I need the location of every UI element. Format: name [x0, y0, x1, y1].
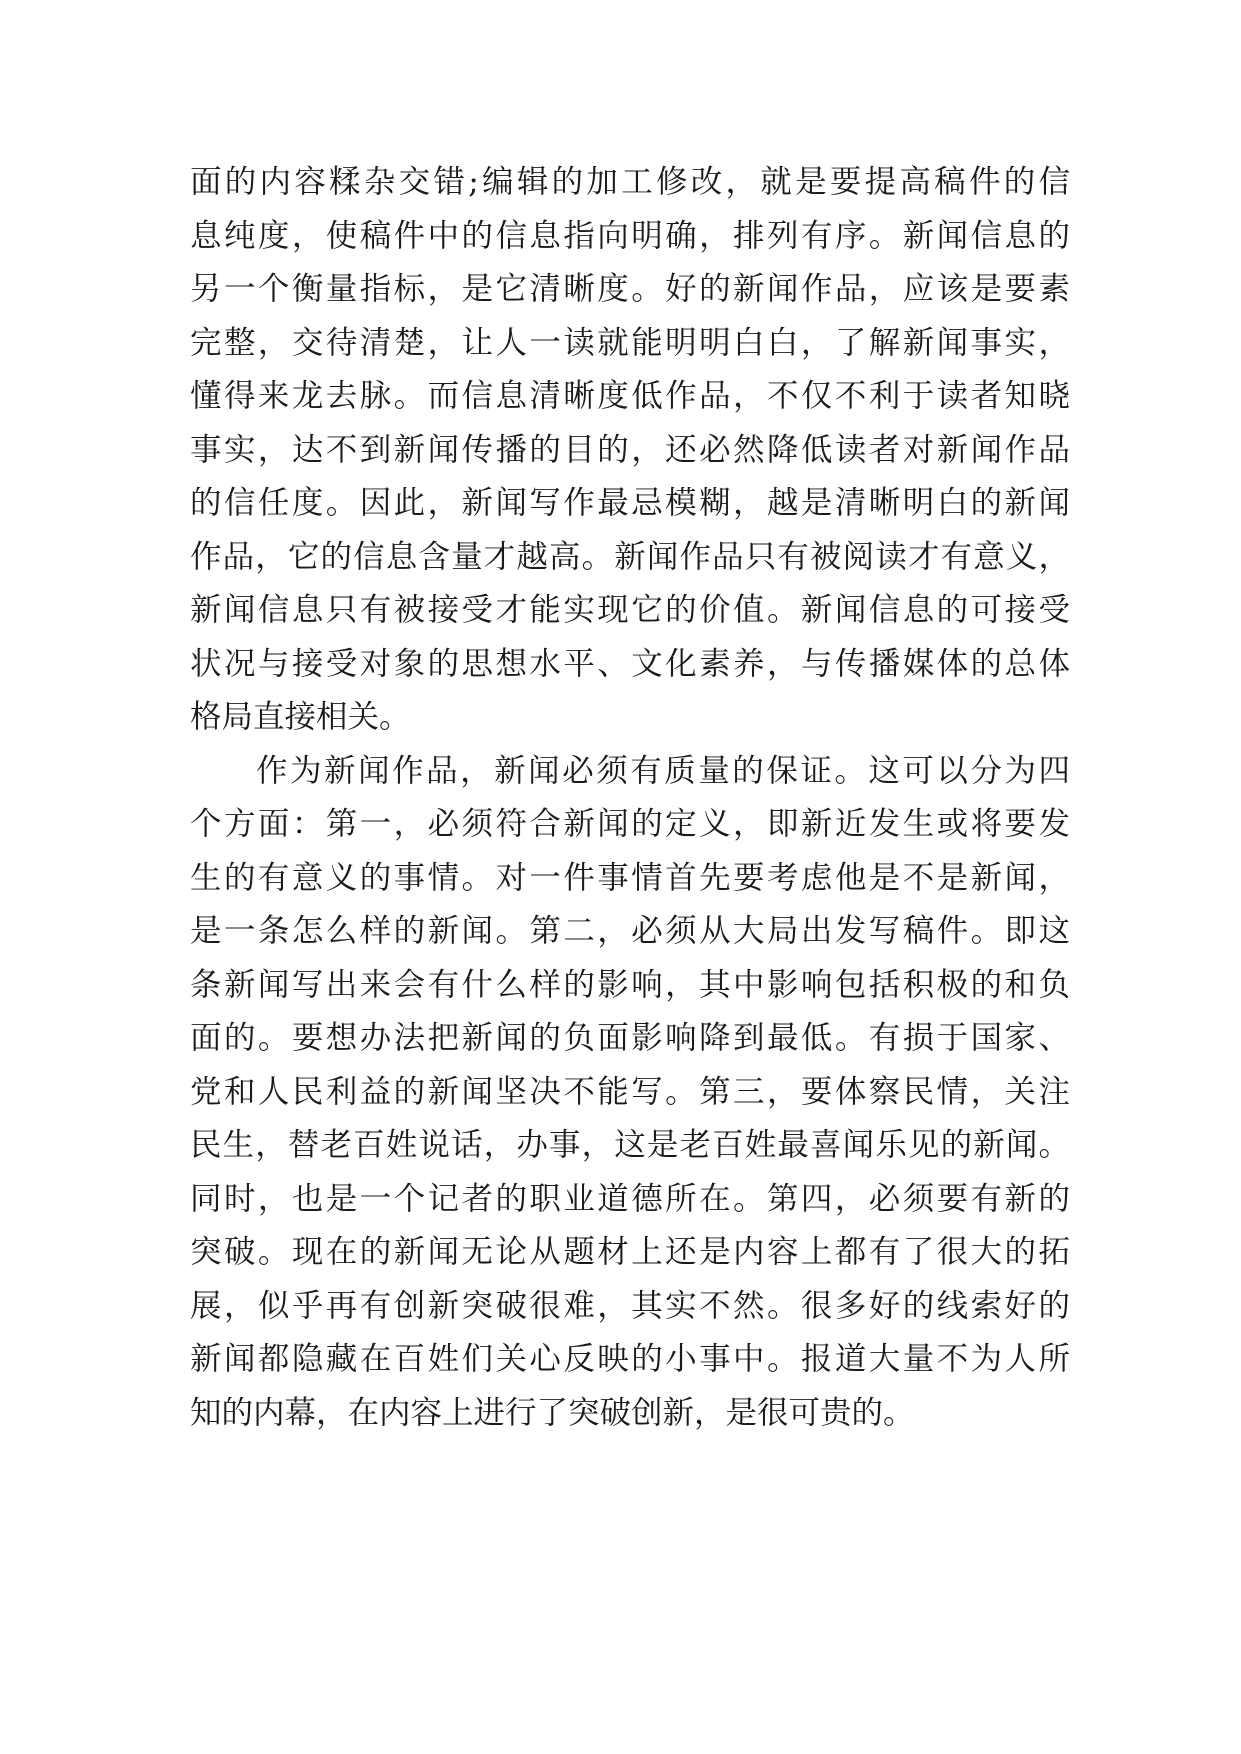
text-line: 条新闻写出来会有什么样的影响，其中影响包括积极的和负	[190, 966, 1070, 1003]
text-line: 作品，它的信息含量才越高。新闻作品只有被阅读才有意义，	[190, 538, 1070, 575]
text-line: 是一条怎么样的新闻。第二，必须从大局出发写稿件。即这	[190, 913, 1070, 949]
text-line: 突破。现在的新闻无论从题材上还是内容上都有了很大的拓	[190, 1234, 1070, 1270]
text-line: 民生，替老百姓说话，办事，这是老百姓最喜闻乐见的新闻。	[190, 1127, 1070, 1163]
text-line: 格局直接相关。	[190, 699, 411, 735]
text-line: 生的有意义的事情。对一件事情首先要考虑他是不是新闻，	[190, 859, 1070, 896]
paragraph-1	[190, 156, 1070, 745]
text-line: 另一个衡量指标，是它清晰度。好的新闻作品，应该是要素	[190, 271, 1070, 307]
text-line: 新闻信息只有被接受才能实现它的价值。新闻信息的可接受	[190, 592, 1070, 628]
text-line: 作为新闻作品，新闻必须有质量的保证。这可以分为四	[256, 752, 1070, 789]
paragraph-2	[190, 745, 1070, 1441]
text-line: 面的内容糅杂交错;编辑的加工修改，就是要提高稿件的信	[190, 164, 1070, 200]
text-line: 事实，达不到新闻传播的目的，还必然降低读者对新闻作品	[190, 431, 1070, 468]
text-line: 完整，交待清楚，让人一读就能明明白白，了解新闻事实，	[190, 324, 1070, 361]
text-line: 的信任度。因此，新闻写作最忌模糊，越是清晰明白的新闻	[190, 485, 1070, 521]
text-line: 展，似乎再有创新突破很难，其实不然。很多好的线索好的	[190, 1287, 1070, 1324]
text-line: 个方面：第一，必须符合新闻的定义，即新近发生或将要发	[190, 806, 1070, 842]
text-line: 面的。要想办法把新闻的负面影响降到最低。有损于国家、	[190, 1020, 1070, 1056]
text-line: 同时，也是一个记者的职业道德所在。第四，必须要有新的	[190, 1180, 1070, 1217]
text-line: 新闻都隐藏在百姓们关心反映的小事中。报道大量不为人所	[190, 1341, 1070, 1377]
text-line: 懂得来龙去脉。而信息清晰度低作品，不仅不利于读者知晓	[190, 378, 1070, 414]
document-body	[190, 156, 1070, 1440]
text-line: 息纯度，使稿件中的信息指向明确，排列有序。新闻信息的	[190, 217, 1070, 254]
text-line: 状况与接受对象的思想水平、文化素养，与传播媒体的总体	[190, 645, 1070, 682]
text-line: 党和人民利益的新闻坚决不能写。第三，要体察民情，关注	[190, 1073, 1070, 1110]
text-line: 知的内幕，在内容上进行了突破创新，是很可贵的。	[190, 1394, 915, 1431]
